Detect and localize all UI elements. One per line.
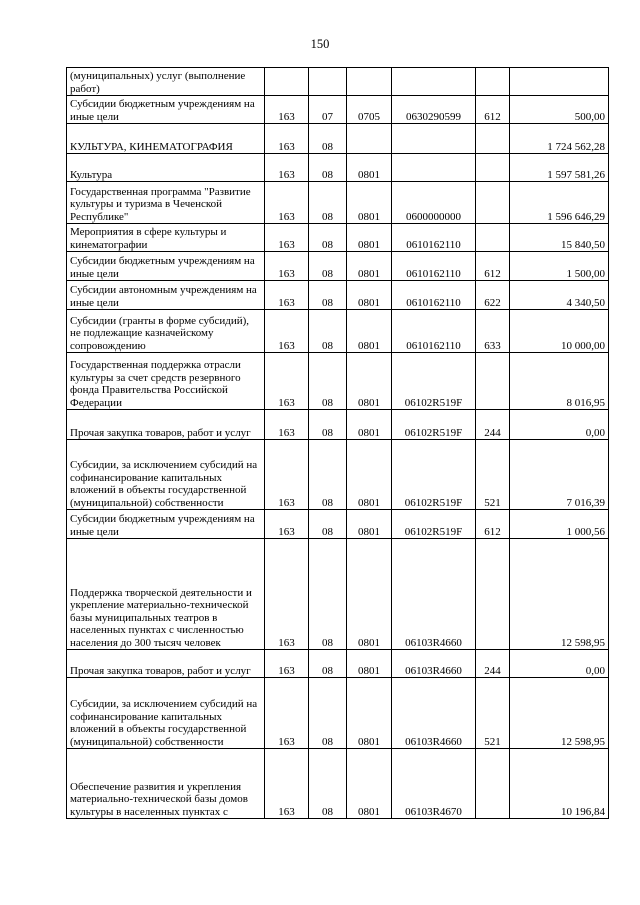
cell-csr: 06102R519F [392, 353, 476, 410]
table-row [67, 182, 609, 224]
cell-rz: 08 [309, 749, 347, 819]
cell-pr: 0801 [347, 310, 392, 353]
cell-name: Поддержка творческой деятельности и укрепление материально-технической базы муниципальных театров в населенных пунктах с численностью населения до 300 тысяч человек [67, 539, 265, 650]
cell-rz: 08 [309, 510, 347, 539]
cell-vr: 612 [476, 96, 510, 124]
cell-sum: 0,00 [510, 650, 609, 678]
table-row [67, 224, 609, 252]
cell-sum: 4 340,50 [510, 281, 609, 310]
cell-rz: 08 [309, 182, 347, 224]
cell-ved: 163 [265, 539, 309, 650]
table-row [67, 353, 609, 410]
cell-sum: 1 500,00 [510, 252, 609, 281]
cell-sum: 10 000,00 [510, 310, 609, 353]
cell-ved: 163 [265, 281, 309, 310]
table-row [67, 252, 609, 281]
page-number: 150 [310, 37, 330, 51]
cell-rz: 08 [309, 124, 347, 154]
table-row [67, 650, 609, 678]
cell-csr: 06103R4660 [392, 539, 476, 650]
cell-pr: 0801 [347, 539, 392, 650]
cell-ved: 163 [265, 440, 309, 510]
cell-rz: 08 [309, 310, 347, 353]
cell-csr: 06103R4670 [392, 749, 476, 819]
cell-rz: 08 [309, 353, 347, 410]
cell-name: Субсидии, за исключением субсидий на софинансирование капитальных вложений в объекты государственной (муниципальной) собственности [67, 440, 265, 510]
table-row [67, 96, 609, 124]
cell-name: КУЛЬТУРА, КИНЕМАТОГРАФИЯ [67, 124, 265, 154]
cell-pr: 0801 [347, 281, 392, 310]
cell-csr: 06102R519F [392, 410, 476, 440]
cell-ved: 163 [265, 650, 309, 678]
cell-vr: 244 [476, 650, 510, 678]
cell-pr: 0801 [347, 749, 392, 819]
cell-vr [476, 154, 510, 182]
cell-pr [347, 68, 392, 96]
table-row [67, 440, 609, 510]
cell-name: Государственная программа "Развитие культуры и туризма в Чеченской Республике" [67, 182, 265, 224]
cell-csr: 06102R519F [392, 510, 476, 539]
cell-name: Субсидии (гранты в форме субсидий), не подлежащие казначейскому сопровождению [67, 310, 265, 353]
cell-sum: 500,00 [510, 96, 609, 124]
cell-rz: 08 [309, 650, 347, 678]
cell-csr: 06103R4660 [392, 650, 476, 678]
table-row [67, 281, 609, 310]
cell-name: Культура [67, 154, 265, 182]
budget-table [66, 67, 609, 819]
table-row [67, 510, 609, 539]
cell-ved: 163 [265, 124, 309, 154]
cell-name: Субсидии автономным учреждениям на иные цели [67, 281, 265, 310]
cell-csr: 06103R4660 [392, 678, 476, 749]
cell-vr: 244 [476, 410, 510, 440]
cell-csr: 0600000000 [392, 182, 476, 224]
cell-ved: 163 [265, 252, 309, 281]
cell-ved: 163 [265, 678, 309, 749]
cell-pr: 0801 [347, 510, 392, 539]
cell-ved: 163 [265, 96, 309, 124]
table-row [67, 154, 609, 182]
cell-vr: 521 [476, 678, 510, 749]
cell-rz: 08 [309, 252, 347, 281]
table-row [67, 410, 609, 440]
cell-pr: 0801 [347, 353, 392, 410]
cell-rz: 08 [309, 539, 347, 650]
cell-rz: 08 [309, 224, 347, 252]
cell-sum: 12 598,95 [510, 678, 609, 749]
cell-vr: 622 [476, 281, 510, 310]
cell-sum: 1 596 646,29 [510, 182, 609, 224]
cell-csr: 0610162110 [392, 224, 476, 252]
cell-pr [347, 124, 392, 154]
cell-rz: 08 [309, 154, 347, 182]
table-row [67, 749, 609, 819]
cell-name: Субсидии бюджетным учреждениям на иные цели [67, 96, 265, 124]
cell-csr [392, 124, 476, 154]
cell-vr: 633 [476, 310, 510, 353]
cell-name: Государственная поддержка отрасли культуры за счет средств резервного фонда Правительства Российской Федерации [67, 353, 265, 410]
cell-rz: 07 [309, 96, 347, 124]
cell-vr: 612 [476, 252, 510, 281]
cell-vr [476, 749, 510, 819]
table-row [67, 124, 609, 154]
cell-sum: 10 196,84 [510, 749, 609, 819]
cell-rz [309, 68, 347, 96]
cell-vr [476, 182, 510, 224]
cell-ved: 163 [265, 224, 309, 252]
cell-vr [476, 353, 510, 410]
cell-vr [476, 68, 510, 96]
cell-vr [476, 539, 510, 650]
cell-name: Субсидии бюджетным учреждениям на иные цели [67, 510, 265, 539]
cell-sum: 1 000,56 [510, 510, 609, 539]
cell-ved [265, 68, 309, 96]
cell-ved: 163 [265, 749, 309, 819]
cell-sum: 1 597 581,26 [510, 154, 609, 182]
cell-pr: 0801 [347, 252, 392, 281]
cell-vr [476, 224, 510, 252]
cell-sum: 12 598,95 [510, 539, 609, 650]
cell-vr: 612 [476, 510, 510, 539]
cell-name: (муниципальных) услуг (выполнение работ) [67, 68, 265, 96]
cell-pr: 0801 [347, 410, 392, 440]
cell-sum: 1 724 562,28 [510, 124, 609, 154]
cell-rz: 08 [309, 678, 347, 749]
cell-sum: 0,00 [510, 410, 609, 440]
cell-pr: 0801 [347, 224, 392, 252]
cell-pr: 0801 [347, 440, 392, 510]
table-row [67, 310, 609, 353]
cell-name: Мероприятия в сфере культуры и кинематографии [67, 224, 265, 252]
cell-ved: 163 [265, 154, 309, 182]
cell-sum: 7 016,39 [510, 440, 609, 510]
cell-csr: 06102R519F [392, 440, 476, 510]
cell-ved: 163 [265, 510, 309, 539]
cell-name: Субсидии, за исключением субсидий на софинансирование капитальных вложений в объекты государственной (муниципальной) собственности [67, 678, 265, 749]
cell-name: Прочая закупка товаров, работ и услуг [67, 650, 265, 678]
cell-csr [392, 154, 476, 182]
cell-sum: 15 840,50 [510, 224, 609, 252]
cell-pr: 0801 [347, 182, 392, 224]
cell-csr: 0610162110 [392, 252, 476, 281]
cell-csr: 0610162110 [392, 310, 476, 353]
cell-ved: 163 [265, 310, 309, 353]
cell-ved: 163 [265, 410, 309, 440]
cell-sum: 8 016,95 [510, 353, 609, 410]
cell-pr: 0801 [347, 154, 392, 182]
cell-pr: 0801 [347, 650, 392, 678]
cell-rz: 08 [309, 281, 347, 310]
cell-name: Субсидии бюджетным учреждениям на иные цели [67, 252, 265, 281]
cell-csr: 0630290599 [392, 96, 476, 124]
cell-name: Обеспечение развития и укрепления материально-технической базы домов культуры в населенных пунктах с [67, 749, 265, 819]
cell-pr: 0801 [347, 678, 392, 749]
cell-vr [476, 124, 510, 154]
cell-pr: 0705 [347, 96, 392, 124]
table-row [67, 539, 609, 650]
table-row [67, 678, 609, 749]
cell-rz: 08 [309, 440, 347, 510]
cell-vr: 521 [476, 440, 510, 510]
table-row [67, 68, 609, 96]
cell-csr: 0610162110 [392, 281, 476, 310]
cell-rz: 08 [309, 410, 347, 440]
cell-csr [392, 68, 476, 96]
cell-name: Прочая закупка товаров, работ и услуг [67, 410, 265, 440]
cell-sum [510, 68, 609, 96]
cell-ved: 163 [265, 353, 309, 410]
cell-ved: 163 [265, 182, 309, 224]
